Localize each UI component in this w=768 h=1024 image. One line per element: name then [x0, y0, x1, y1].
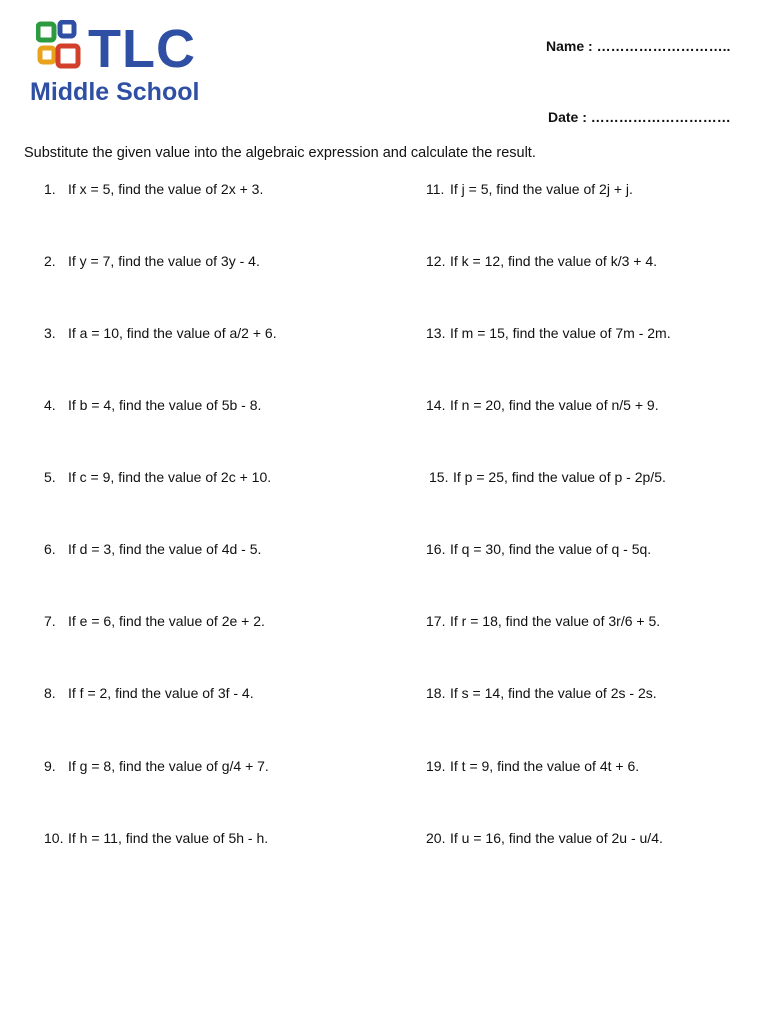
school-logo [30, 18, 230, 113]
question-item [44, 829, 268, 847]
question-number: 6. [44, 541, 56, 557]
logo-subtitle: Middle School [30, 78, 200, 106]
question-text: If y = 7, find the value of 3y - 4. [68, 253, 260, 269]
question-item [426, 324, 671, 342]
question-number: 7. [44, 613, 56, 629]
question-text: If p = 25, find the value of p - 2p/5. [453, 469, 666, 485]
question-item [426, 540, 651, 558]
question-item [44, 468, 271, 486]
question-number: 3. [44, 325, 56, 341]
question-number: 12. [426, 253, 446, 269]
question-item [44, 757, 269, 775]
question-item [44, 684, 254, 702]
question-text: If r = 18, find the value of 3r/6 + 5. [450, 613, 661, 629]
question-number: 11. [426, 181, 445, 197]
question-number: 2. [44, 253, 56, 269]
question-item [426, 180, 633, 198]
question-text: If f = 2, find the value of 3f - 4. [68, 685, 254, 701]
question-item [426, 252, 657, 270]
question-item [426, 684, 657, 702]
question-number: 9. [44, 758, 56, 774]
question-item [44, 324, 277, 342]
name-field: Name : ……………………….. [546, 38, 731, 54]
question-text: If d = 3, find the value of 4d - 5. [68, 541, 262, 557]
instructions: Substitute the given value into the algebraic expression and calculate the result. [24, 145, 536, 161]
question-number: 20. [426, 830, 446, 846]
question-item [44, 396, 261, 414]
question-text: If k = 12, find the value of k/3 + 4. [450, 253, 658, 269]
date-field: Date : ………………………… [548, 109, 731, 125]
question-text: If c = 9, find the value of 2c + 10. [68, 469, 272, 485]
question-item [426, 757, 639, 775]
question-number: 19. [426, 758, 446, 774]
question-text: If b = 4, find the value of 5b - 8. [68, 397, 262, 413]
question-item [44, 612, 265, 630]
question-text: If h = 11, find the value of 5h - h. [68, 830, 269, 846]
question-text: If q = 30, find the value of q - 5q. [450, 541, 652, 557]
question-text: If s = 14, find the value of 2s - 2s. [450, 685, 657, 701]
question-item [44, 180, 263, 198]
question-number: 1. [44, 181, 56, 197]
question-number: 13. [426, 325, 446, 341]
question-number: 16. [426, 541, 446, 557]
question-item [426, 829, 663, 847]
question-item [429, 468, 666, 486]
question-number: 14. [426, 397, 446, 413]
question-item [426, 396, 659, 414]
logo-title: TLC [88, 19, 196, 79]
question-number: 18. [426, 685, 446, 701]
question-text: If j = 5, find the value of 2j + j. [450, 181, 633, 197]
question-number: 5. [44, 469, 56, 485]
question-text: If x = 5, find the value of 2x + 3. [68, 181, 264, 197]
question-text: If a = 10, find the value of a/2 + 6. [68, 325, 277, 341]
question-item [44, 540, 261, 558]
question-text: If t = 9, find the value of 4t + 6. [450, 758, 640, 774]
question-number: 8. [44, 685, 56, 701]
question-number: 4. [44, 397, 56, 413]
question-number: 17. [426, 613, 446, 629]
question-text: If u = 16, find the value of 2u - u/4. [450, 830, 663, 846]
question-item [426, 612, 660, 630]
question-text: If g = 8, find the value of g/4 + 7. [68, 758, 269, 774]
question-text: If e = 6, find the value of 2e + 2. [68, 613, 265, 629]
question-text: If n = 20, find the value of n/5 + 9. [450, 397, 659, 413]
question-number: 15. [429, 469, 449, 485]
question-text: If m = 15, find the value of 7m - 2m. [450, 325, 671, 341]
question-number: 10. [44, 830, 64, 846]
question-item [44, 252, 260, 270]
logo-mark-icon [36, 20, 86, 74]
